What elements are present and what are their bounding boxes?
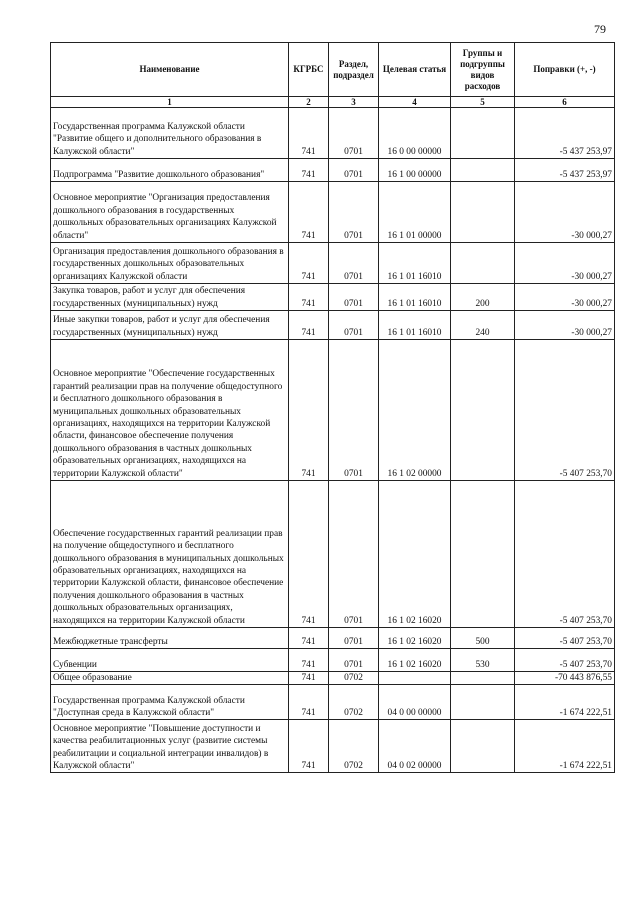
row-name: Организация предоставления дошкольного образования в государственных дошкольных образовательных организациях Калужской области bbox=[51, 243, 289, 284]
row-group bbox=[451, 159, 515, 182]
row-section: 0701 bbox=[329, 159, 379, 182]
header-target: Целевая статья bbox=[379, 43, 451, 97]
row-section: 0702 bbox=[329, 685, 379, 720]
row-kgrbs: 741 bbox=[289, 649, 329, 672]
row-target: 16 1 02 16020 bbox=[379, 649, 451, 672]
column-number: 4 bbox=[379, 97, 451, 108]
page-number: 79 bbox=[594, 22, 606, 36]
column-number-row bbox=[51, 97, 615, 108]
row-group: 200 bbox=[451, 284, 515, 311]
table-row bbox=[51, 628, 615, 649]
row-name: Государственная программа Калужской области "Развитие общего и дополнительного образования в Калужской области" bbox=[51, 108, 289, 159]
table-row bbox=[51, 672, 615, 685]
row-section: 0701 bbox=[329, 108, 379, 159]
row-group bbox=[451, 340, 515, 481]
row-target: 16 1 01 16010 bbox=[379, 311, 451, 340]
row-kgrbs: 741 bbox=[289, 720, 329, 773]
row-section: 0702 bbox=[329, 720, 379, 773]
row-amount: -5 407 253,70 bbox=[515, 628, 615, 649]
row-amount: -1 674 222,51 bbox=[515, 685, 615, 720]
row-amount: -5 437 253,97 bbox=[515, 159, 615, 182]
header-section: Раздел, подраздел bbox=[329, 43, 379, 97]
row-name: Основное мероприятие "Обеспечение государственных гарантий реализации прав на получение общедоступного и бесплатного дошкольного образования в муниципальных дошкольных образовательных организациях, находящихся на территории Калужской области, финансовое обеспечение получения дошкольного образования в частных дошкольных образовательных организациях, находящихся на территории Калужской области" bbox=[51, 340, 289, 481]
row-target: 16 1 02 16020 bbox=[379, 481, 451, 628]
row-amount: -70 443 876,55 bbox=[515, 672, 615, 685]
row-amount: -30 000,27 bbox=[515, 243, 615, 284]
row-kgrbs: 741 bbox=[289, 311, 329, 340]
row-target: 16 1 02 00000 bbox=[379, 340, 451, 481]
row-target: 16 1 01 00000 bbox=[379, 182, 451, 243]
table-row bbox=[51, 182, 615, 243]
budget-amendments-table bbox=[50, 42, 615, 773]
table-row bbox=[51, 108, 615, 159]
row-target: 16 0 00 00000 bbox=[379, 108, 451, 159]
row-group: 240 bbox=[451, 311, 515, 340]
row-target: 04 0 00 00000 bbox=[379, 685, 451, 720]
table-row bbox=[51, 159, 615, 182]
column-number: 6 bbox=[515, 97, 615, 108]
row-amount: -1 674 222,51 bbox=[515, 720, 615, 773]
row-kgrbs: 741 bbox=[289, 685, 329, 720]
header-group: Группы и подгруппы видов расходов bbox=[451, 43, 515, 97]
row-section: 0701 bbox=[329, 628, 379, 649]
row-group bbox=[451, 182, 515, 243]
table-row bbox=[51, 340, 615, 481]
row-amount: -30 000,27 bbox=[515, 182, 615, 243]
row-group bbox=[451, 108, 515, 159]
row-target: 16 1 01 16010 bbox=[379, 284, 451, 311]
header-amount: Поправки (+, -) bbox=[515, 43, 615, 97]
row-target: 04 0 02 00000 bbox=[379, 720, 451, 773]
row-target bbox=[379, 672, 451, 685]
row-name: Основное мероприятие "Организация предоставления дошкольного образования в государственных дошкольных образовательных организациях Калужской области" bbox=[51, 182, 289, 243]
row-section: 0701 bbox=[329, 182, 379, 243]
row-group bbox=[451, 672, 515, 685]
row-amount: -5 407 253,70 bbox=[515, 340, 615, 481]
row-name: Общее образование bbox=[51, 672, 289, 685]
column-number: 1 bbox=[51, 97, 289, 108]
row-kgrbs: 741 bbox=[289, 182, 329, 243]
row-group bbox=[451, 481, 515, 628]
row-section: 0701 bbox=[329, 649, 379, 672]
row-name: Подпрограмма "Развитие дошкольного образования" bbox=[51, 159, 289, 182]
column-number: 5 bbox=[451, 97, 515, 108]
row-amount: -5 407 253,70 bbox=[515, 481, 615, 628]
row-name: Закупка товаров, работ и услуг для обеспечения государственных (муниципальных) нужд bbox=[51, 284, 289, 311]
row-group bbox=[451, 243, 515, 284]
row-target: 16 1 01 16010 bbox=[379, 243, 451, 284]
row-kgrbs: 741 bbox=[289, 159, 329, 182]
row-group bbox=[451, 720, 515, 773]
row-amount: -30 000,27 bbox=[515, 311, 615, 340]
row-kgrbs: 741 bbox=[289, 243, 329, 284]
row-target: 16 1 02 16020 bbox=[379, 628, 451, 649]
row-name: Иные закупки товаров, работ и услуг для обеспечения государственных (муниципальных) нужд bbox=[51, 311, 289, 340]
row-name: Основное мероприятие "Повышение доступности и качества реабилитационных услуг (развитие системы реабилитации и социальной интеграции инвалидов) в Калужской области" bbox=[51, 720, 289, 773]
row-name: Субвенции bbox=[51, 649, 289, 672]
table-row bbox=[51, 311, 615, 340]
row-section: 0701 bbox=[329, 481, 379, 628]
row-group: 500 bbox=[451, 628, 515, 649]
table-row bbox=[51, 481, 615, 628]
table-body bbox=[51, 108, 615, 773]
row-kgrbs: 741 bbox=[289, 672, 329, 685]
row-name: Межбюджетные трансферты bbox=[51, 628, 289, 649]
row-name: Обеспечение государственных гарантий реализации прав на получение общедоступного и бесплатного дошкольного образования в муниципальных дошкольных образовательных организациях, находящихся на территории Калужской области, финансовое обеспечение получения дошкольного образования в частных дошкольных образовательных организациях, находящихся на территории Калужской области bbox=[51, 481, 289, 628]
row-section: 0701 bbox=[329, 243, 379, 284]
row-group bbox=[451, 685, 515, 720]
table-row bbox=[51, 685, 615, 720]
row-kgrbs: 741 bbox=[289, 108, 329, 159]
row-amount: -30 000,27 bbox=[515, 284, 615, 311]
row-section: 0701 bbox=[329, 311, 379, 340]
row-amount: -5 407 253,70 bbox=[515, 649, 615, 672]
header-name: Наименование bbox=[51, 43, 289, 97]
column-number: 2 bbox=[289, 97, 329, 108]
row-target: 16 1 00 00000 bbox=[379, 159, 451, 182]
row-name: Государственная программа Калужской области "Доступная среда в Калужской области" bbox=[51, 685, 289, 720]
row-kgrbs: 741 bbox=[289, 284, 329, 311]
row-section: 0701 bbox=[329, 284, 379, 311]
row-section: 0702 bbox=[329, 672, 379, 685]
row-kgrbs: 741 bbox=[289, 628, 329, 649]
table-row bbox=[51, 649, 615, 672]
table-row bbox=[51, 720, 615, 773]
row-kgrbs: 741 bbox=[289, 340, 329, 481]
row-amount: -5 437 253,97 bbox=[515, 108, 615, 159]
table-row bbox=[51, 243, 615, 284]
row-kgrbs: 741 bbox=[289, 481, 329, 628]
column-number: 3 bbox=[329, 97, 379, 108]
table-header-row bbox=[51, 43, 615, 97]
row-section: 0701 bbox=[329, 340, 379, 481]
header-kgrbs: КГРБС bbox=[289, 43, 329, 97]
table-row bbox=[51, 284, 615, 311]
row-group: 530 bbox=[451, 649, 515, 672]
